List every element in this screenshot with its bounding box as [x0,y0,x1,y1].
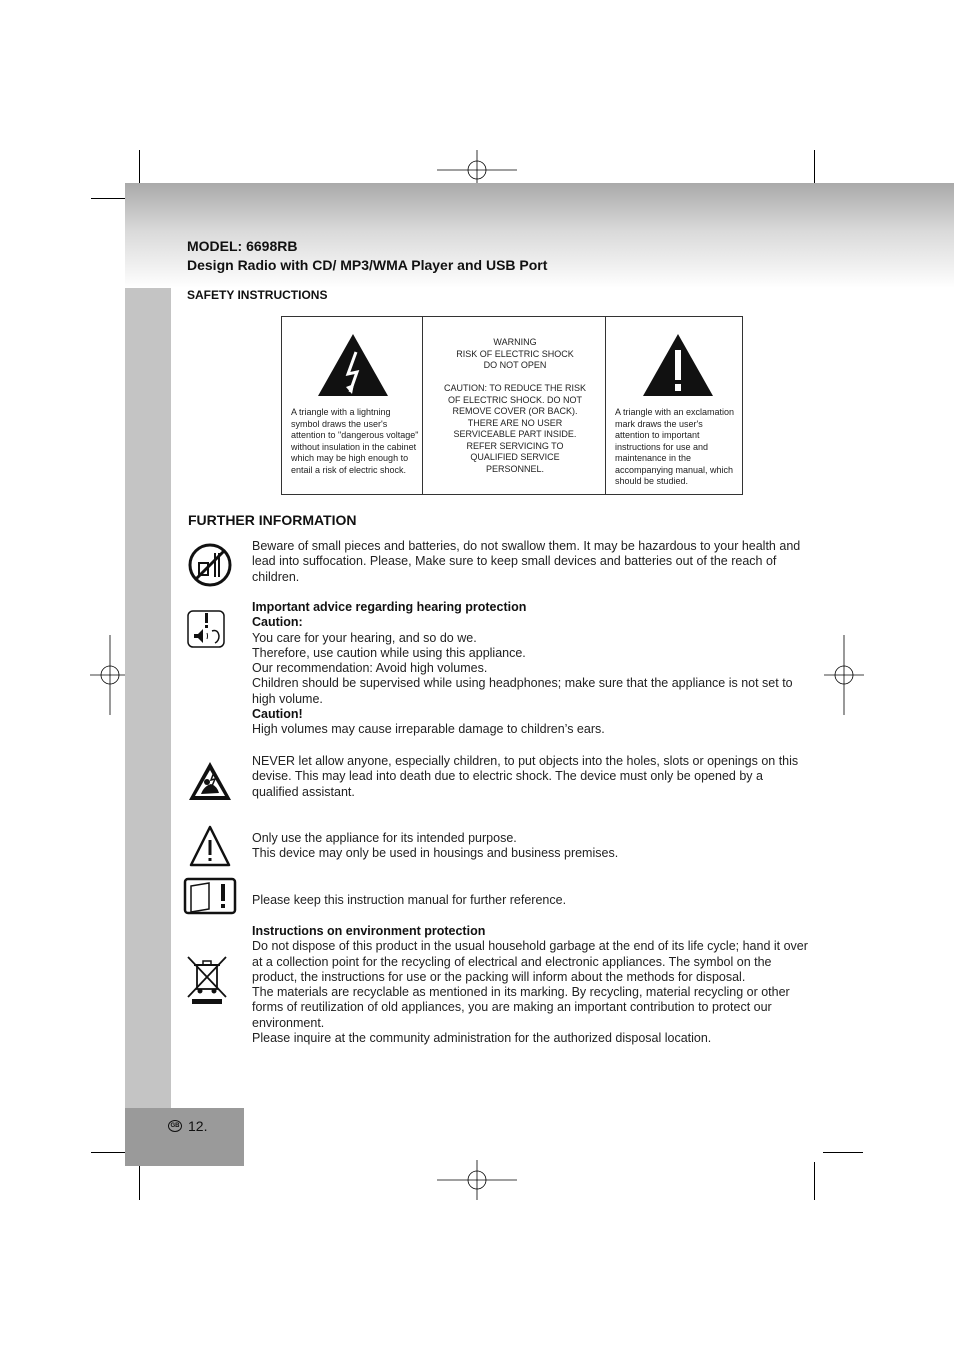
hearing-line: Therefore, use caution while using this appliance. [252,645,526,660]
warning-line: OF ELECTRIC SHOCK. DO NOT [447,394,582,405]
language-badge: GB [168,1120,182,1132]
purpose-line: Only use the appliance for its intended purpose. [252,831,517,845]
environment-title: Instructions on environment protection [252,924,486,938]
electric-danger-icon [187,760,233,802]
no-swallow-icon [187,543,233,587]
hearing-line: You care for your hearing, and so do we. [252,630,477,645]
hearing-caution-label: Caution: [252,615,303,630]
warning-line: QUALIFIED SERVICE [470,452,560,462]
registration-mark-bottom [437,1160,517,1200]
warning-line: DO NOT OPEN [483,360,547,370]
model-title: MODEL: 6698RB [187,238,298,254]
hearing-line: High volumes may cause irreparable damage to children’s ears. [252,722,605,737]
environment-line: Do not dispose of this product in the usual household garbage at the end of its life cycle; hand it over at a collection point for the recycling of electrical and electronic appliances. The symbol on the product, the instructions for use or the packing will inform about the methods for disposal. [252,939,808,984]
manual-text: Please keep this instruction manual for further reference. [252,893,567,907]
exclamation-triangle-icon [641,332,715,398]
lightning-text: A triangle with a lightning symbol draws the user's attention to "dangerous voltage" without insulation in the cabinet which may be high enough to entail a risk of electric shock. [291,407,419,475]
hearing-warning-icon [186,609,226,649]
hearing-block [252,600,812,738]
warning-line: SERVICEABLE PART INSIDE. [453,429,577,439]
safety-heading: SAFETY INSTRUCTIONS [187,288,328,302]
warning-line: PERSONNEL. [485,463,545,474]
warning-line: REMOVE COVER (OR BACK). [452,406,578,416]
purpose-block [252,831,812,862]
environment-block [252,924,812,1046]
lightning-triangle-icon [316,332,390,398]
warning-box [281,316,743,495]
manual-book-icon [183,877,237,915]
crossed-bin-icon [185,953,229,1005]
warning-line: CAUTION: TO REDUCE THE RISK [443,383,587,393]
side-band [125,288,171,1108]
hearing-caution-label-2: Caution! [252,707,303,722]
registration-mark-right [824,635,864,715]
small-parts-text: Beware of small pieces and batteries, do not swallow them. It may be hazardous to your health and lead into suffocation. Please, Make sure to keep small devices and batteries out of the reach of children. [252,539,801,584]
warning-line: THERE ARE NO USER [467,417,563,428]
product-subtitle: Design Radio with CD/ MP3/WMA Player and USB Port [187,257,548,273]
footer-block [125,1108,244,1166]
further-heading: FURTHER INFORMATION [188,512,357,528]
page-title [187,237,547,275]
warning-line: WARNING [493,337,537,347]
warning-line: RISK OF ELECTRIC SHOCK [456,348,574,359]
purpose-line: This device may only be used in housings and business premises. [252,846,619,861]
caution-triangle-icon [188,824,232,868]
registration-mark-left [90,635,130,715]
never-text: NEVER let allow anyone, especially children, to put objects into the holes, slots or openings on this devise. This may lead into death due to electric shock. The device must only be opened by a qualified assistant. [252,754,799,799]
environment-line: The materials are recyclable as mentioned in its marking. By recycling, material recycling or other forms of reutilization of old appliances, you are making an important contribution to protect our environment. [252,985,790,1030]
exclamation-text: A triangle with an exclamation mark draws the user's attention to important instructions for use and maintenance in the accompanying manual, which should be studied. [615,407,735,486]
warning-line: REFER SERVICING TO [466,440,564,451]
exclamation-cell [606,317,742,494]
lightning-cell [282,317,423,494]
hearing-title: Important advice regarding hearing protection [252,600,527,614]
page-number [168,1118,207,1134]
hearing-line: Children should be supervised while using headphones; make sure that the appliance is not set to high volume. [252,676,793,706]
warning-cell [423,317,606,494]
page-number-text: 12. [188,1118,208,1134]
hearing-line: Our recommendation: Avoid high volumes. [252,661,488,676]
environment-line: Please inquire at the community administration for the authorized disposal location. [252,1031,712,1046]
warning-text [431,337,599,475]
